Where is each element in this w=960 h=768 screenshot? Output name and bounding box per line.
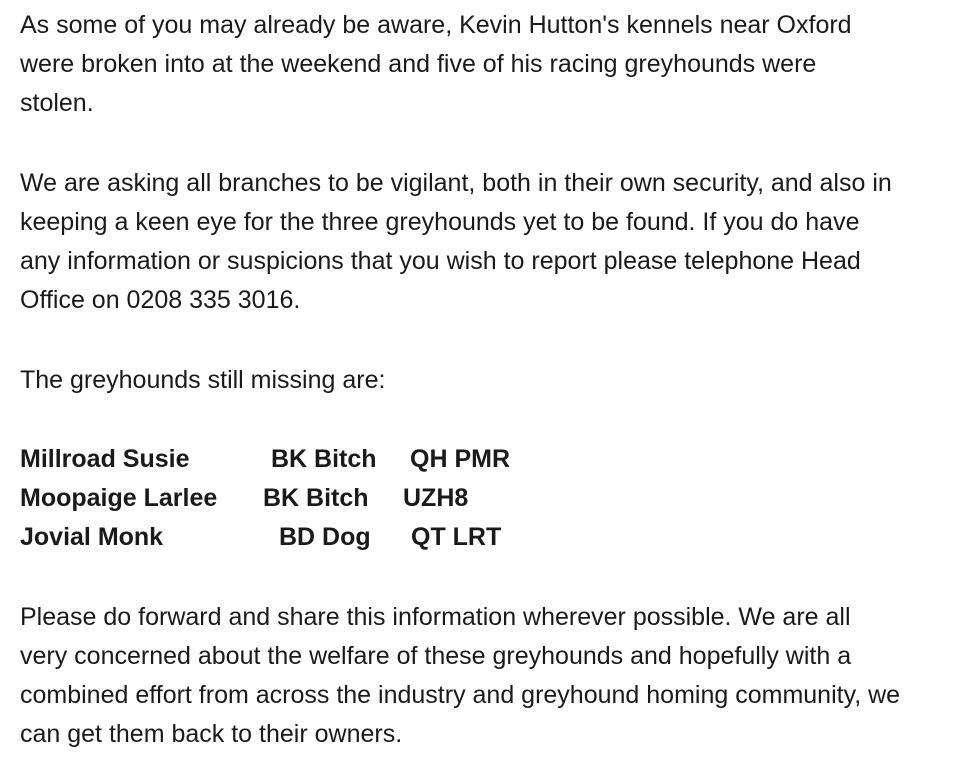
missing-dog-row: [20, 518, 580, 557]
appeal-paragraph: [20, 164, 950, 320]
dog-earmark: UZH8: [403, 484, 469, 512]
closing-line-2: very concerned about the welfare of these greyhounds and hopefully with a: [20, 642, 852, 670]
dog-description: BK Bitch: [271, 445, 377, 473]
intro-paragraph: [20, 6, 950, 123]
dog-name: Jovial Monk: [20, 523, 164, 551]
intro-line-2: were broken into at the weekend and five of his racing greyhounds were: [20, 50, 817, 78]
missing-heading-paragraph: [20, 361, 950, 400]
appeal-line-4: Office on 0208 335 3016.: [20, 286, 301, 314]
dog-earmark: QH PMR: [410, 445, 510, 473]
closing-line-4: can get them back to their owners.: [20, 720, 403, 748]
appeal-line-3: any information or suspicions that you wish to report please telephone Head: [20, 247, 861, 275]
intro-line-1: As some of you may already be aware, Kevin Hutton's kennels near Oxford: [20, 11, 852, 39]
missing-dog-row: [20, 479, 580, 518]
missing-heading: The greyhounds still missing are:: [20, 366, 386, 394]
dog-name: Millroad Susie: [20, 445, 190, 473]
intro-line-3: stolen.: [20, 89, 94, 117]
missing-dog-row: [20, 440, 580, 479]
closing-paragraph: [20, 598, 950, 754]
dog-description: BD Dog: [279, 523, 371, 551]
dog-name: Moopaige Larlee: [20, 484, 218, 512]
closing-line-1: Please do forward and share this information wherever possible. We are all: [20, 603, 851, 631]
appeal-line-1: We are asking all branches to be vigilant, both in their own security, and also in: [20, 169, 892, 197]
dog-description: BK Bitch: [263, 484, 369, 512]
appeal-line-2: keeping a keen eye for the three greyhounds yet to be found. If you do have: [20, 208, 860, 236]
dog-earmark: QT LRT: [411, 523, 502, 551]
closing-line-3: combined effort from across the industry and greyhound homing community, we: [20, 681, 901, 709]
